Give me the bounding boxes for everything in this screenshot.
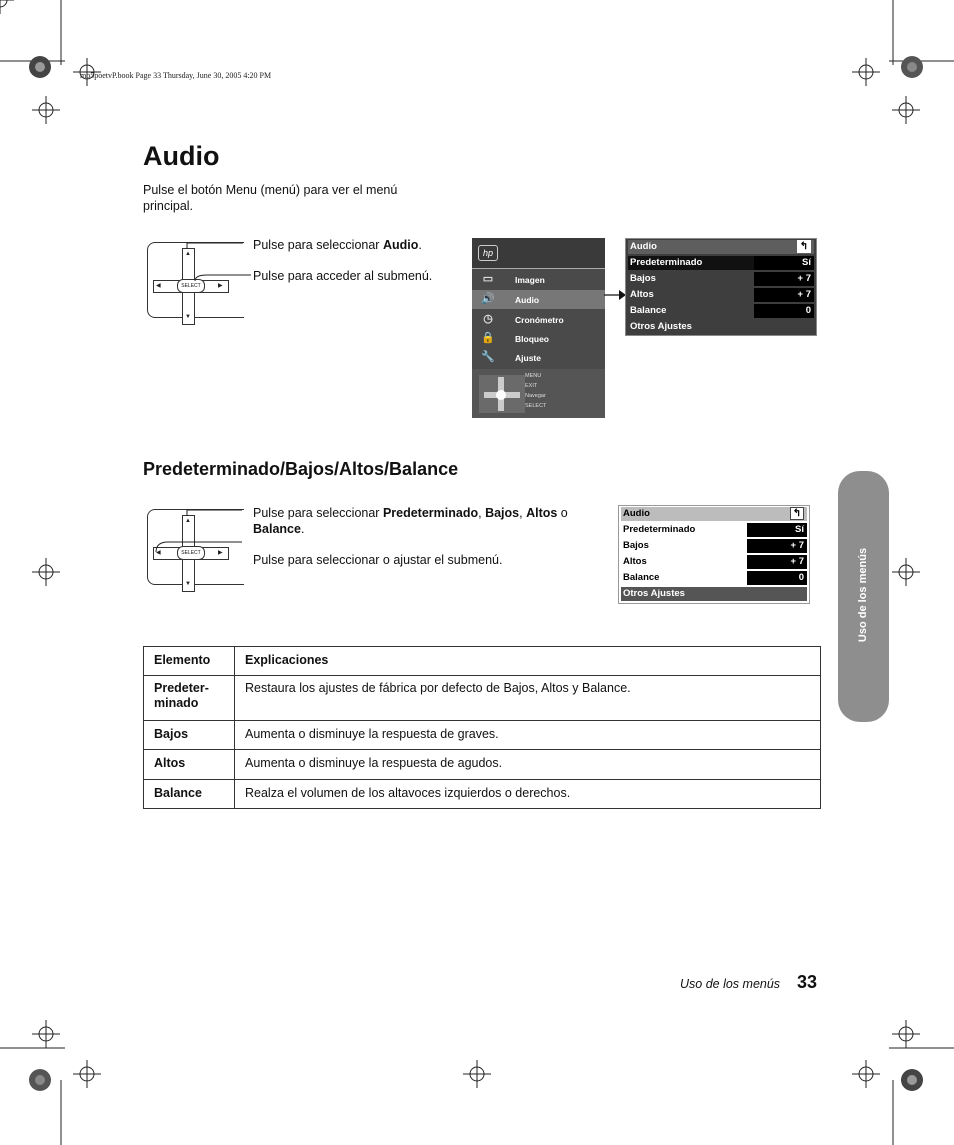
printer-mark: mb5poetvP.book Page 33 Thursday, June 30, 2005 4:20 PM <box>80 71 272 80</box>
value-bajos: + 7 <box>754 272 814 286</box>
callout-select-audio: Pulse para seleccionar Audio. <box>253 238 422 252</box>
picture-icon: ▭ <box>482 273 494 285</box>
page-number: 33 <box>797 972 818 992</box>
left-arrow-icon: ◀ <box>156 283 161 289</box>
menu-header <box>472 238 605 268</box>
row-otros-ajustes[interactable]: Otros Ajustes <box>621 587 807 601</box>
legend-select: SELECT <box>525 403 547 409</box>
menu-legend <box>472 369 605 418</box>
up-arrow-icon: ▲ <box>185 518 191 524</box>
back-arrow-icon[interactable]: ↰ <box>797 240 811 253</box>
submenu-title: Audio ↰ <box>621 507 807 521</box>
table-row <box>144 721 821 750</box>
row-predeterminado[interactable]: Predeterminado Sí <box>628 256 814 270</box>
wrench-icon: 🔧 <box>481 351 495 363</box>
row-bajos[interactable]: Bajos + 7 <box>621 539 807 553</box>
row-otros-ajustes[interactable]: Otros Ajustes <box>630 321 692 332</box>
right-arrow-icon: ▶ <box>218 283 223 289</box>
down-arrow-icon: ▼ <box>185 314 191 320</box>
row-predeterminado[interactable]: Predeterminado Sí <box>621 523 807 537</box>
row-text: Aumenta o disminuye la respuesta de agudos. <box>245 756 503 770</box>
audio-submenu <box>625 238 817 336</box>
down-arrow-icon: ▼ <box>185 581 191 587</box>
table-header-row <box>144 647 821 676</box>
row-item: Altos <box>154 756 186 770</box>
timer-icon: ◷ <box>483 313 493 325</box>
lock-icon: 🔒 <box>481 332 495 344</box>
row-balance[interactable]: Balance 0 <box>621 571 807 585</box>
explanations-table <box>143 646 821 809</box>
left-arrow-icon: ◀ <box>156 550 161 556</box>
menu-item-audio[interactable]: 🔊 Audio <box>472 290 605 309</box>
table-row <box>144 676 821 721</box>
audio-submenu-2 <box>618 505 810 604</box>
legend-menu: MENU <box>525 373 542 379</box>
row-item: Bajos <box>154 727 189 741</box>
row-altos[interactable]: Altos + 7 <box>628 288 814 302</box>
back-arrow-icon[interactable]: ↰ <box>790 507 804 520</box>
value-predeterminado: Sí <box>747 523 807 537</box>
side-tab-label: Uso de los menús <box>857 547 869 643</box>
right-arrow-icon: ▶ <box>218 550 223 556</box>
row-item: Balance <box>154 786 202 800</box>
value-balance: 0 <box>747 571 807 585</box>
row-text: Aumenta o disminuye la respuesta de graves. <box>245 727 499 741</box>
up-arrow-icon: ▲ <box>185 251 191 257</box>
row-altos[interactable]: Altos + 7 <box>621 555 807 569</box>
row-balance[interactable]: Balance 0 <box>628 304 814 318</box>
value-predeterminado: Sí <box>754 256 814 270</box>
menu-item-cronometro[interactable]: ◷ Cronómetro <box>472 310 605 329</box>
legend-navegar: Navegar <box>525 393 546 399</box>
section-title: Predeterminado/Bajos/Altos/Balance <box>143 459 459 479</box>
table-row <box>144 750 821 780</box>
header-explicaciones: Explicaciones <box>245 653 329 667</box>
table-row <box>144 780 821 809</box>
callout-adjust: Pulse para seleccionar o ajustar el submenú. <box>253 553 503 567</box>
row-item: Predeter- minado <box>154 681 209 710</box>
row-bajos[interactable]: Bajos + 7 <box>628 272 814 286</box>
menu-item-bloqueo[interactable]: 🔒 Bloqueo <box>481 332 549 344</box>
callout-enter-submenu: Pulse para acceder al submenú. <box>253 269 433 283</box>
callout-lines-2 <box>150 508 250 558</box>
menu-item-ajuste[interactable]: 🔧 Ajuste <box>481 351 541 363</box>
callout-lines <box>185 241 255 281</box>
hp-logo-icon: hp <box>478 245 498 261</box>
value-altos: + 7 <box>747 555 807 569</box>
callout-select-options: Pulse para seleccionar Predeterminado, Bajos, Altos o Balance. <box>253 506 568 536</box>
tv-main-menu <box>472 238 605 418</box>
legend-exit: EXIT <box>525 383 538 389</box>
row-text: Restaura los ajustes de fábrica por defecto de Bajos, Altos y Balance. <box>245 681 631 695</box>
section-side-tab <box>838 471 889 722</box>
select-button-2: SELECT <box>177 546 205 560</box>
select-button: SELECT <box>177 279 205 293</box>
page-title: Audio <box>143 141 220 171</box>
menu-item-imagen[interactable]: ▭ Imagen <box>472 270 605 289</box>
submenu-title: Audio ↰ <box>628 240 814 254</box>
footer-section: Uso de los menús <box>680 977 781 991</box>
value-balance: 0 <box>754 304 814 318</box>
intro-text: Pulse el botón Menu (menú) para ver el menú principal. <box>143 183 398 213</box>
speaker-icon: 🔊 <box>481 293 495 305</box>
row-text: Realza el volumen de los altavoces izquierdos o derechos. <box>245 786 571 800</box>
header-elemento: Elemento <box>154 653 211 667</box>
legend-remote-icon <box>479 375 525 413</box>
value-altos: + 7 <box>754 288 814 302</box>
value-bajos: + 7 <box>747 539 807 553</box>
